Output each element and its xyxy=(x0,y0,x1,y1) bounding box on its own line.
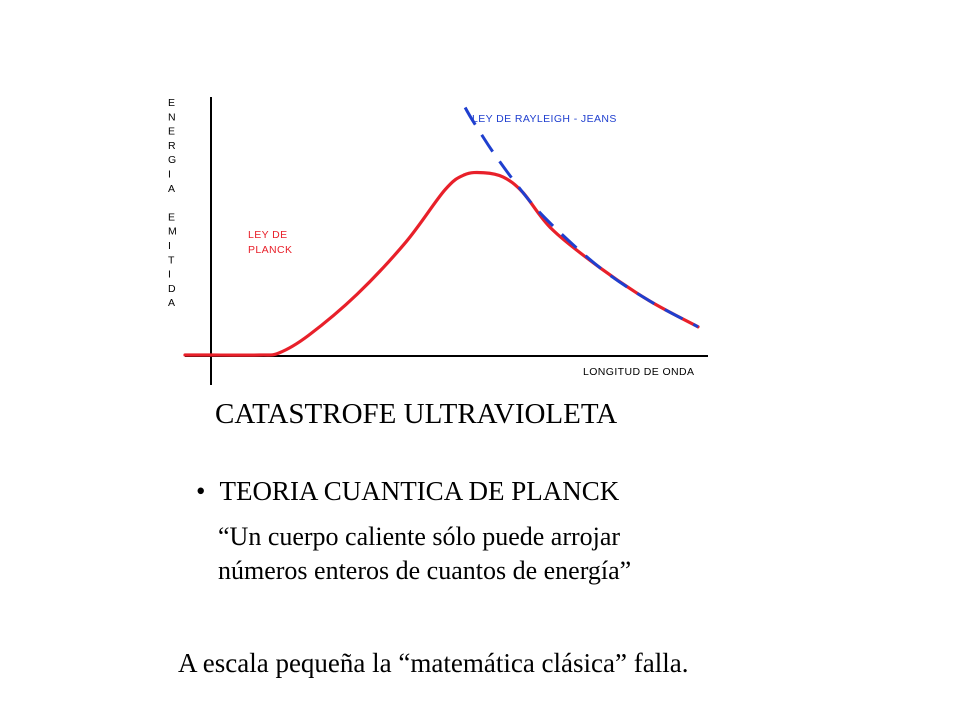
y-axis-letter: I xyxy=(168,268,172,281)
y-axis-letter: I xyxy=(168,240,172,252)
bullet-item xyxy=(196,476,619,507)
y-axis-letter: N xyxy=(168,111,176,124)
y-axis-letter: E xyxy=(168,211,176,224)
rayleigh-jeans-label: LEY DE RAYLEIGH - JEANS xyxy=(472,113,617,125)
bullet-text: TEORIA CUANTICA DE PLANCK xyxy=(219,476,620,506)
y-axis-letter: E xyxy=(168,125,176,138)
y-axis-letter: G xyxy=(168,154,177,167)
rayleigh-jeans-curve xyxy=(425,0,698,327)
curves xyxy=(185,0,698,355)
planck-quote xyxy=(218,520,631,588)
planck-curve xyxy=(185,172,698,355)
y-axis-letter: R xyxy=(168,139,176,152)
y-axis-letter: A xyxy=(168,297,176,310)
planck-label-line2: PLANCK xyxy=(248,244,293,256)
page-title: CATASTROFE ULTRAVIOLETA xyxy=(215,398,618,430)
planck-label-line1: LEY DE xyxy=(248,229,288,241)
y-axis-letter: M xyxy=(168,225,178,238)
y-axis-letter: T xyxy=(168,254,175,267)
conclusion-text: A escala pequeña la “matemática clásica” falla. xyxy=(178,648,689,678)
x-axis-label: LONGITUD DE ONDA xyxy=(583,366,695,378)
y-axis-letter: A xyxy=(168,182,176,195)
y-axis-letter: E xyxy=(168,97,176,109)
y-axis-letter: D xyxy=(168,282,176,295)
y-axis-letter: I xyxy=(168,168,172,181)
y-axis-label xyxy=(168,97,177,309)
quote-line-2: números enteros de cuantos de energía” xyxy=(218,556,632,585)
bullet-dot: • xyxy=(196,476,206,506)
quote-line-1: “Un cuerpo caliente sólo puede arrojar xyxy=(218,522,621,551)
